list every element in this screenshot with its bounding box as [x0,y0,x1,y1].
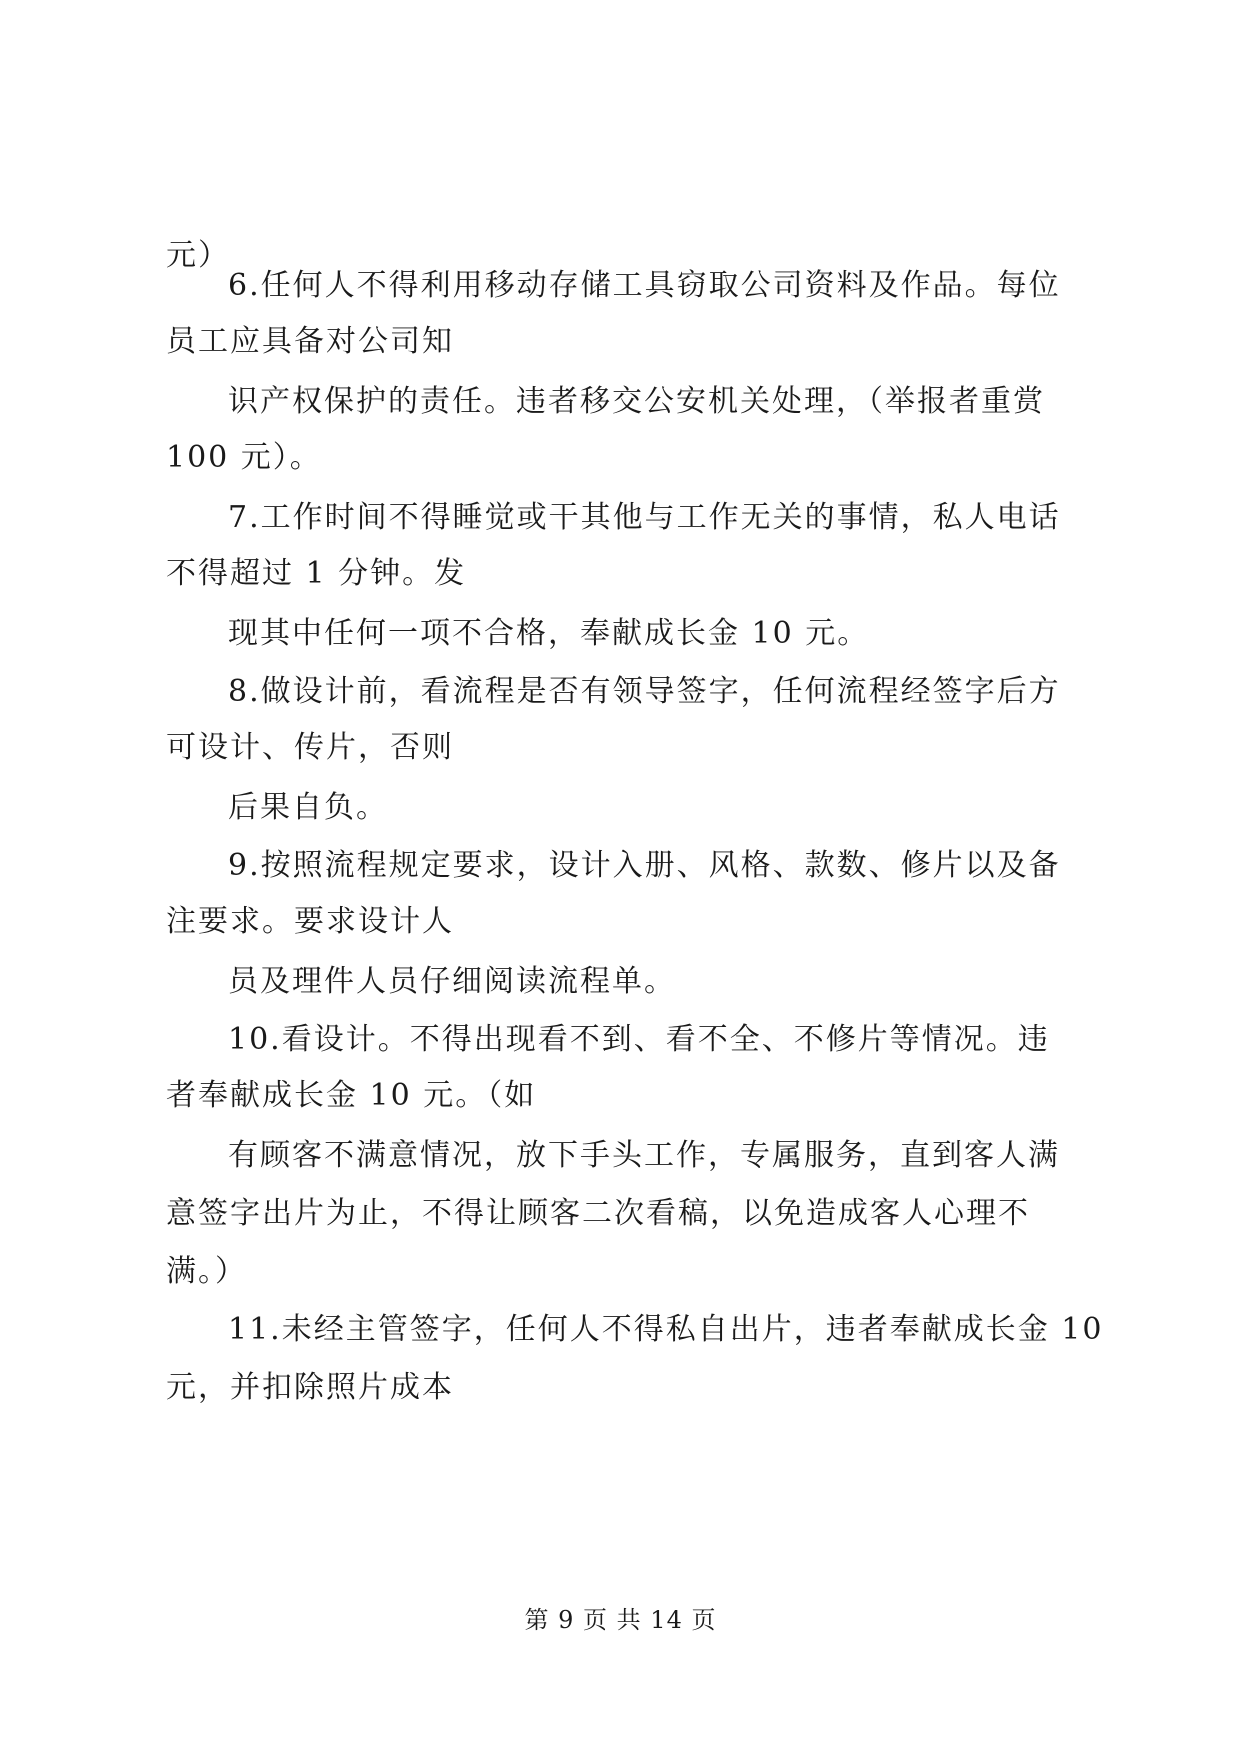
text-line: 者奉献成长金 10 元。（如 [166,1078,537,1113]
text-line: 后果自负。 [228,790,388,825]
text-line: 9.按照流程规定要求，设计入册、风格、款数、修片以及备 [228,848,1061,883]
text-line: 员及理件人员仔细阅读流程单。 [228,964,676,999]
text-line: 100 元）。 [166,440,322,475]
text-line: 意签字出片为止，不得让顾客二次看稿，以免造成客人心理不 [166,1196,1030,1231]
text-line: 可设计、传片，否则 [166,730,454,765]
text-line: 注要求。要求设计人 [166,904,454,939]
text-line: 不得超过 1 分钟。发 [166,556,467,591]
text-line: 满。） [166,1254,247,1289]
text-line: 元，并扣除照片成本 [166,1370,454,1405]
text-line: 7.工作时间不得睡觉或干其他与工作无关的事情，私人电话 [228,500,1061,535]
page-footer: 第 9 页 共 14 页 [524,1606,717,1634]
text-line: 8.做设计前，看流程是否有领导签字，任何流程经签字后方 [228,674,1061,709]
text-line: 员工应具备对公司知 [166,324,454,359]
text-line: 识产权保护的责任。违者移交公安机关处理，（举报者重赏 [228,384,1045,419]
text-line: 现其中任何一项不合格，奉献成长金 10 元。 [228,616,870,651]
text-line: 元） [166,238,230,273]
text-line: 10.看设计。不得出现看不到、看不全、不修片等情况。违 [228,1022,1050,1057]
text-line: 有顾客不满意情况，放下手头工作，专属服务，直到客人满 [228,1138,1060,1173]
text-line: 6.任何人不得利用移动存储工具窃取公司资料及作品。每位 [228,268,1061,303]
text-line: 11.未经主管签字，任何人不得私自出片，违者奉献成长金 10 [228,1312,1104,1347]
